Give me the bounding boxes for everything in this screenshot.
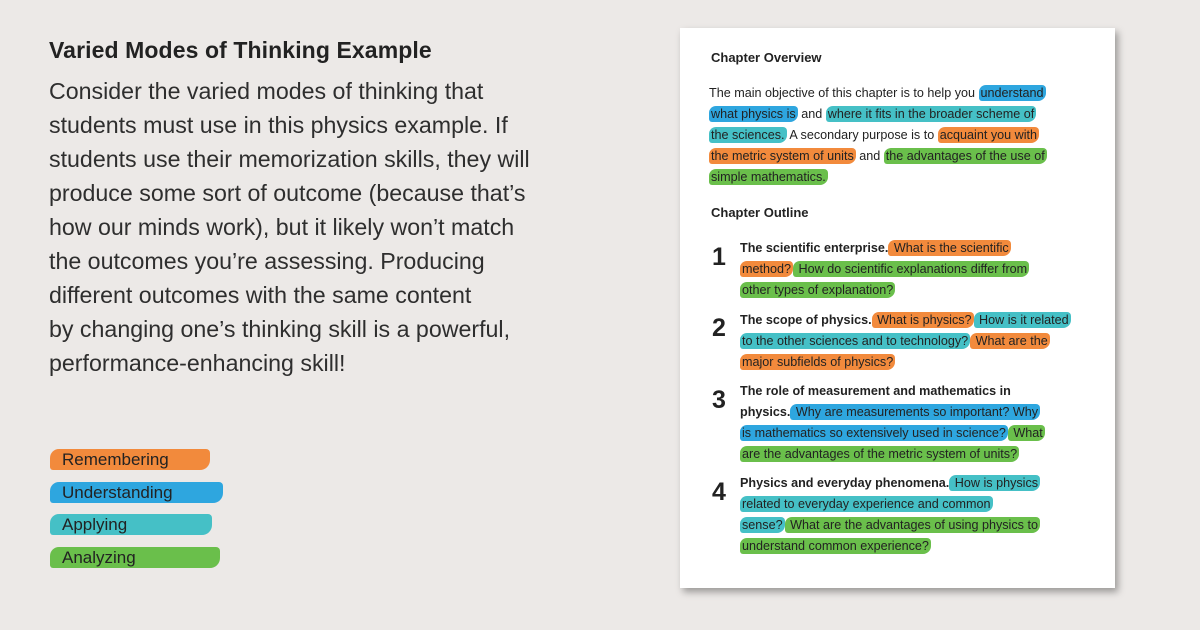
highlight-applying: where it fits in the broader scheme of (827, 107, 1035, 121)
paragraph-line: students must use in this physics example. If (49, 112, 508, 138)
item-number: 3 (712, 386, 726, 414)
page-title: Varied Modes of Thinking Example (49, 37, 432, 63)
item-title: The role of measurement and mathematics in (740, 384, 1011, 398)
outline-line (740, 332, 1050, 351)
highlight-remembering: acquaint you with (939, 128, 1038, 142)
paragraph-line: by changing one’s thinking skill is a powerful, (49, 316, 511, 342)
legend-applying (50, 513, 173, 537)
outline-line (740, 281, 895, 300)
outline-line (740, 260, 1029, 279)
outline-line (740, 311, 1071, 330)
overview-heading: Chapter Overview (711, 50, 822, 65)
highlight-understanding: understand (980, 86, 1044, 100)
outline-line (740, 495, 993, 514)
overview-line (709, 168, 828, 187)
legend-remembering (50, 448, 173, 472)
highlight-applying: How is physics (951, 476, 1039, 490)
outline-line (740, 403, 1040, 422)
item-title: The scope of physics. (740, 313, 872, 327)
outline-line (740, 382, 1011, 401)
highlight-remembering: the metric system of units (711, 149, 854, 163)
item-number: 2 (712, 314, 726, 342)
highlight-understanding: is mathematics so extensively used in science? (742, 426, 1006, 440)
paragraph-line: performance-enhancing skill! (49, 350, 346, 376)
paragraph-line: produce some sort of outcome (because that’s (49, 180, 526, 206)
legend-label: Analyzing (62, 547, 136, 567)
item-title: Physics and everyday phenomena. (740, 476, 950, 490)
paragraph-line: students use their memorization skills, they will (49, 146, 530, 172)
highlight-analyzing: other types of explanation? (742, 283, 894, 297)
highlight-applying: the sciences. (711, 128, 785, 142)
overview-line (709, 105, 1036, 124)
highlight-applying: How is it related (975, 313, 1069, 327)
paragraph-line: different outcomes with the same content (49, 282, 472, 308)
intro-paragraph (49, 74, 649, 380)
outline-line (740, 239, 1011, 258)
highlight-remembering: What is the scientific (890, 241, 1009, 255)
highlight-analyzing: understand common experience? (742, 539, 929, 553)
highlight-remembering: What are the (972, 334, 1048, 348)
highlight-analyzing: What are the advantages of using physics to (786, 518, 1038, 532)
outline-line (740, 516, 1040, 535)
highlight-analyzing: How do scientific explanations differ from (795, 262, 1028, 276)
outline-line (740, 424, 1045, 443)
legend-analyzing (50, 546, 173, 570)
item-title: The scientific enterprise. (740, 241, 889, 255)
legend-understanding (50, 481, 173, 505)
document-page (680, 28, 1115, 588)
outline-line (740, 445, 1019, 464)
highlight-applying: related to everyday experience and common (742, 497, 991, 511)
highlight-analyzing: are the advantages of the metric system of units? (742, 447, 1018, 461)
item-title: physics. (740, 405, 791, 419)
legend-label: Applying (62, 515, 128, 534)
overview-line (709, 147, 1047, 166)
item-number: 4 (712, 478, 726, 506)
highlight-analyzing: What (1009, 426, 1043, 440)
outline-line (740, 474, 1040, 493)
color-legend (50, 448, 173, 578)
highlight-understanding: what physics is (711, 107, 796, 121)
outline-line (740, 537, 931, 556)
text-run: and (855, 149, 884, 163)
highlight-analyzing: the advantages of the use of (885, 149, 1045, 163)
overview-line (709, 126, 1039, 145)
highlight-remembering: major subfields of physics? (742, 355, 894, 369)
highlight-applying: to the other sciences and to technology? (742, 334, 969, 348)
legend-label: Understanding (62, 482, 173, 502)
highlight-applying: sense? (742, 518, 783, 532)
outline-heading: Chapter Outline (711, 205, 809, 220)
paragraph-line: how our minds work), but it likely won’t match (49, 214, 515, 240)
highlight-understanding: Why are measurements so important? Why (792, 405, 1039, 419)
legend-label: Remembering (62, 450, 169, 469)
item-number: 1 (712, 243, 726, 271)
outline-line (740, 353, 895, 372)
highlight-analyzing: simple mathematics. (711, 170, 826, 184)
text-run: The main objective of this chapter is to help you (709, 86, 979, 100)
overview-line (709, 84, 1046, 103)
highlight-remembering: What is physics? (873, 313, 972, 327)
text-run: A secondary purpose is to (786, 128, 938, 142)
paragraph-line: Consider the varied modes of thinking that (49, 78, 484, 104)
highlight-remembering: method? (742, 262, 792, 276)
paragraph-line: the outcomes you’re assessing. Producing (49, 248, 485, 274)
text-run: and (797, 107, 826, 121)
